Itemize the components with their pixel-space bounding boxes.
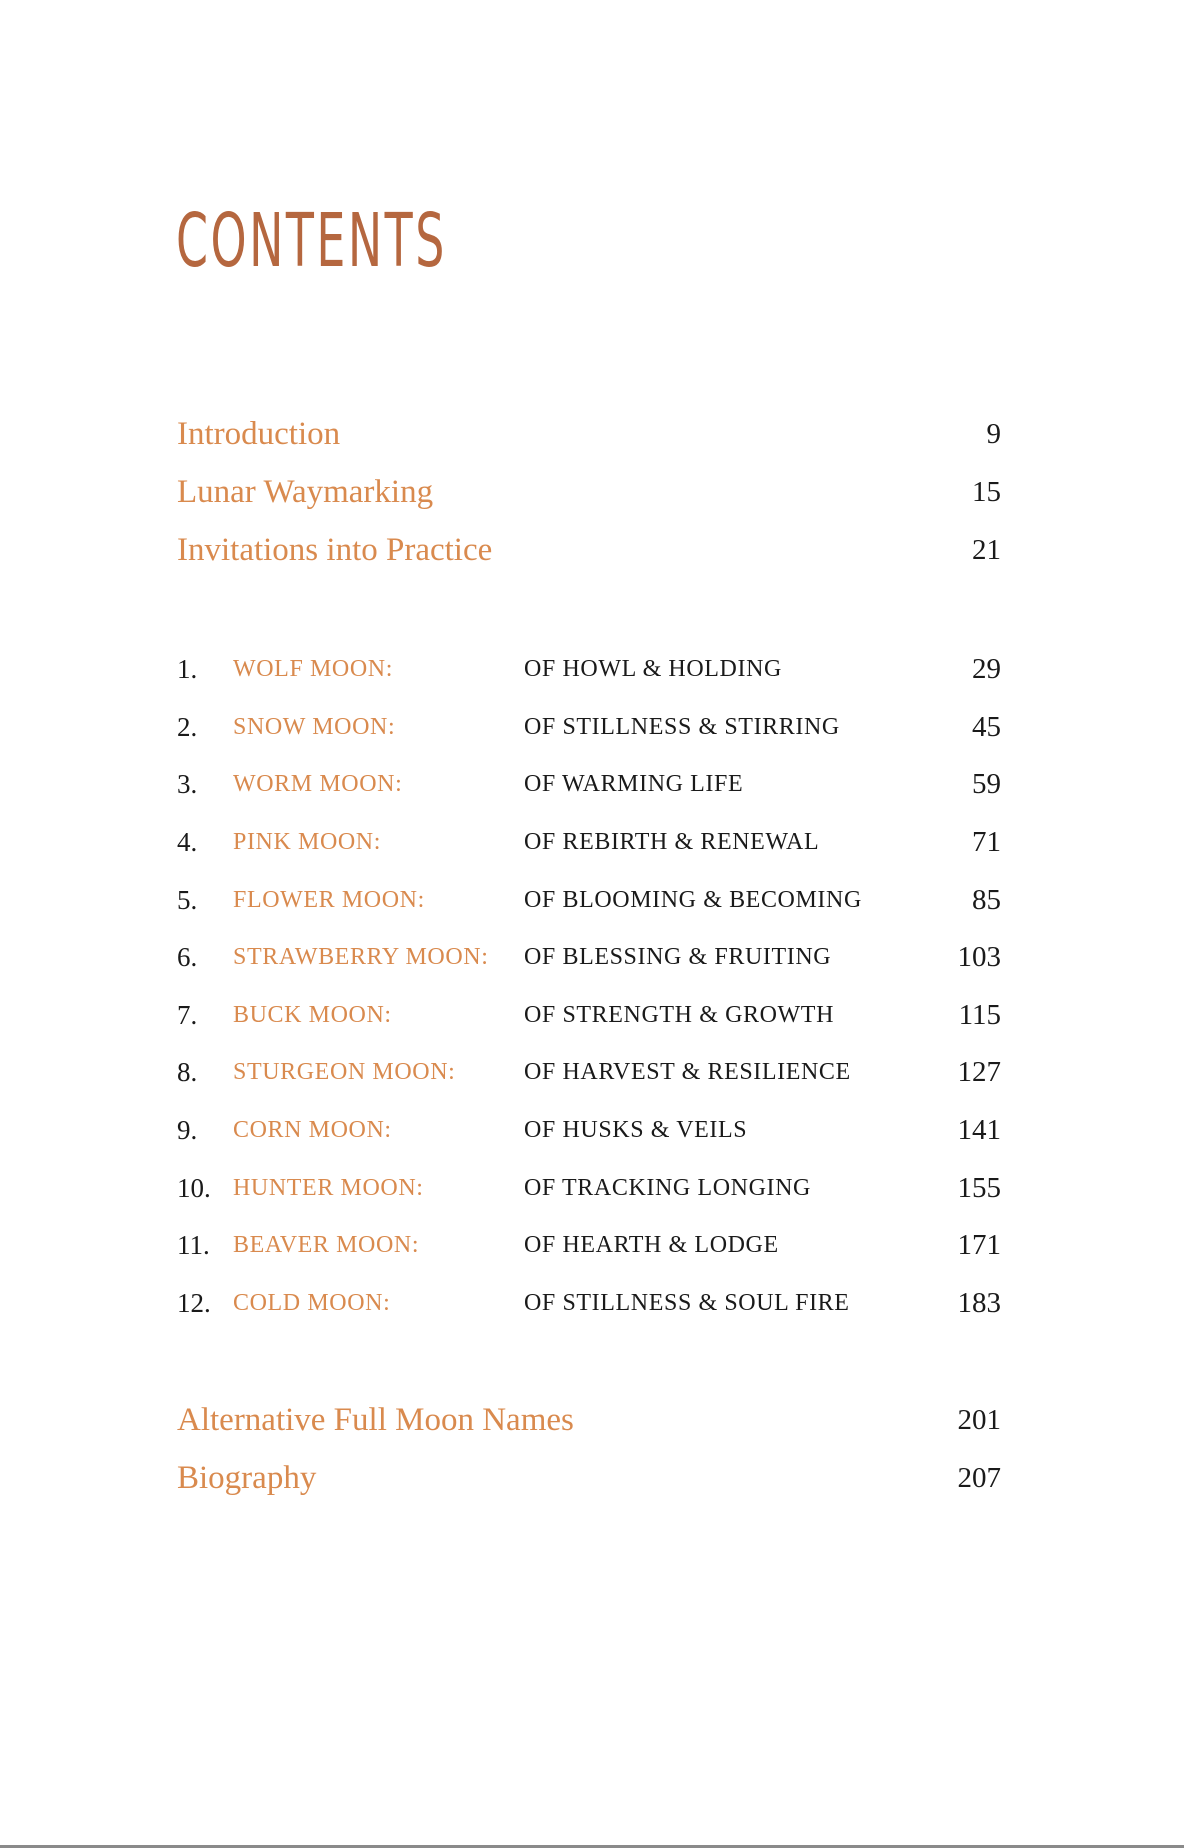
- chapter-number: 10.: [177, 1172, 211, 1203]
- entry-page-number: 15: [972, 475, 1001, 508]
- chapter-row[interactable]: [177, 756, 1001, 814]
- chapter-name: HUNTER MOON:: [233, 1174, 424, 1201]
- chapter-page-number: 115: [958, 998, 1001, 1031]
- chapter-subtitle: OF STILLNESS & SOUL FIRE: [524, 1289, 850, 1316]
- chapter-row[interactable]: [177, 871, 1001, 929]
- toc-entry-introduction[interactable]: [177, 405, 1001, 463]
- entry-page-number: 9: [986, 417, 1001, 450]
- chapter-page-number: 45: [972, 710, 1001, 743]
- chapter-page-number: 85: [972, 883, 1001, 916]
- page-title: CONTENTS: [176, 198, 447, 284]
- chapter-page-number: 171: [957, 1229, 1001, 1262]
- chapter-subtitle: OF WARMING LIFE: [524, 771, 744, 798]
- chapter-name: PINK MOON:: [233, 829, 382, 856]
- chapter-name: STURGEON MOON:: [233, 1059, 456, 1086]
- chapter-name: BUCK MOON:: [233, 1001, 392, 1028]
- chapter-name: COLD MOON:: [233, 1289, 391, 1316]
- chapter-number: 1.: [177, 654, 198, 685]
- chapter-subtitle: OF HARVEST & RESILIENCE: [524, 1059, 851, 1086]
- chapter-name: WOLF MOON:: [233, 656, 393, 683]
- chapter-page-number: 29: [972, 653, 1001, 686]
- entry-title: Introduction: [177, 415, 341, 452]
- chapter-number: 4.: [177, 827, 198, 858]
- entry-title: Lunar Waymarking: [177, 473, 434, 510]
- chapter-subtitle: OF HEARTH & LODGE: [524, 1232, 779, 1259]
- chapter-list: [177, 641, 1001, 1332]
- chapter-row[interactable]: [177, 1217, 1001, 1275]
- chapter-row[interactable]: [177, 1159, 1001, 1217]
- chapter-name: FLOWER MOON:: [233, 886, 425, 913]
- chapter-page-number: 155: [957, 1171, 1001, 1204]
- entry-page-number: 207: [957, 1461, 1001, 1494]
- chapter-page-number: 141: [957, 1114, 1001, 1147]
- chapter-row[interactable]: [177, 929, 1001, 987]
- chapter-subtitle: OF BLOOMING & BECOMING: [524, 886, 862, 913]
- chapter-subtitle: OF HOWL & HOLDING: [524, 656, 782, 683]
- chapter-row[interactable]: [177, 814, 1001, 872]
- chapter-subtitle: OF STRENGTH & GROWTH: [524, 1001, 834, 1028]
- toc-entry-alternative-names[interactable]: [177, 1391, 1001, 1449]
- chapter-number: 6.: [177, 942, 198, 973]
- toc-entry-biography[interactable]: [177, 1449, 1001, 1507]
- entry-page-number: 201: [957, 1403, 1001, 1436]
- chapter-number: 2.: [177, 711, 198, 742]
- chapter-page-number: 59: [972, 768, 1001, 801]
- chapter-number: 9.: [177, 1115, 198, 1146]
- entry-page-number: 21: [972, 533, 1001, 566]
- chapter-subtitle: OF BLESSING & FRUITING: [524, 944, 832, 971]
- chapter-number: 12.: [177, 1287, 211, 1318]
- chapter-subtitle: OF REBIRTH & RENEWAL: [524, 829, 820, 856]
- chapter-page-number: 127: [957, 1056, 1001, 1089]
- chapter-row[interactable]: [177, 641, 1001, 699]
- entry-title: Alternative Full Moon Names: [177, 1401, 574, 1438]
- toc-entry-lunar-waymarking[interactable]: [177, 463, 1001, 521]
- chapter-number: 5.: [177, 884, 198, 915]
- entry-title: Biography: [177, 1459, 317, 1496]
- back-matter-list: [177, 1391, 1001, 1507]
- chapter-number: 8.: [177, 1057, 198, 1088]
- chapter-name: CORN MOON:: [233, 1117, 392, 1144]
- chapter-number: 11.: [177, 1230, 210, 1261]
- chapter-name: BEAVER MOON:: [233, 1232, 420, 1259]
- chapter-row[interactable]: [177, 1275, 1001, 1333]
- chapter-subtitle: OF HUSKS & VEILS: [524, 1117, 748, 1144]
- chapter-name: SNOW MOON:: [233, 713, 396, 740]
- chapter-subtitle: OF STILLNESS & STIRRING: [524, 713, 840, 740]
- entry-title: Invitations into Practice: [177, 531, 493, 568]
- chapter-name: STRAWBERRY MOON:: [233, 944, 489, 971]
- chapter-number: 3.: [177, 769, 198, 800]
- chapter-page-number: 183: [957, 1286, 1001, 1319]
- chapter-page-number: 71: [972, 826, 1001, 859]
- toc-entry-invitations[interactable]: [177, 521, 1001, 579]
- front-matter-list: [177, 405, 1001, 579]
- chapter-number: 7.: [177, 999, 198, 1030]
- chapter-row[interactable]: [177, 1044, 1001, 1102]
- chapter-row[interactable]: [177, 987, 1001, 1045]
- chapter-row[interactable]: [177, 1102, 1001, 1160]
- chapter-page-number: 103: [957, 941, 1001, 974]
- chapter-subtitle: OF TRACKING LONGING: [524, 1174, 811, 1201]
- chapter-name: WORM MOON:: [233, 771, 403, 798]
- chapter-row[interactable]: [177, 699, 1001, 757]
